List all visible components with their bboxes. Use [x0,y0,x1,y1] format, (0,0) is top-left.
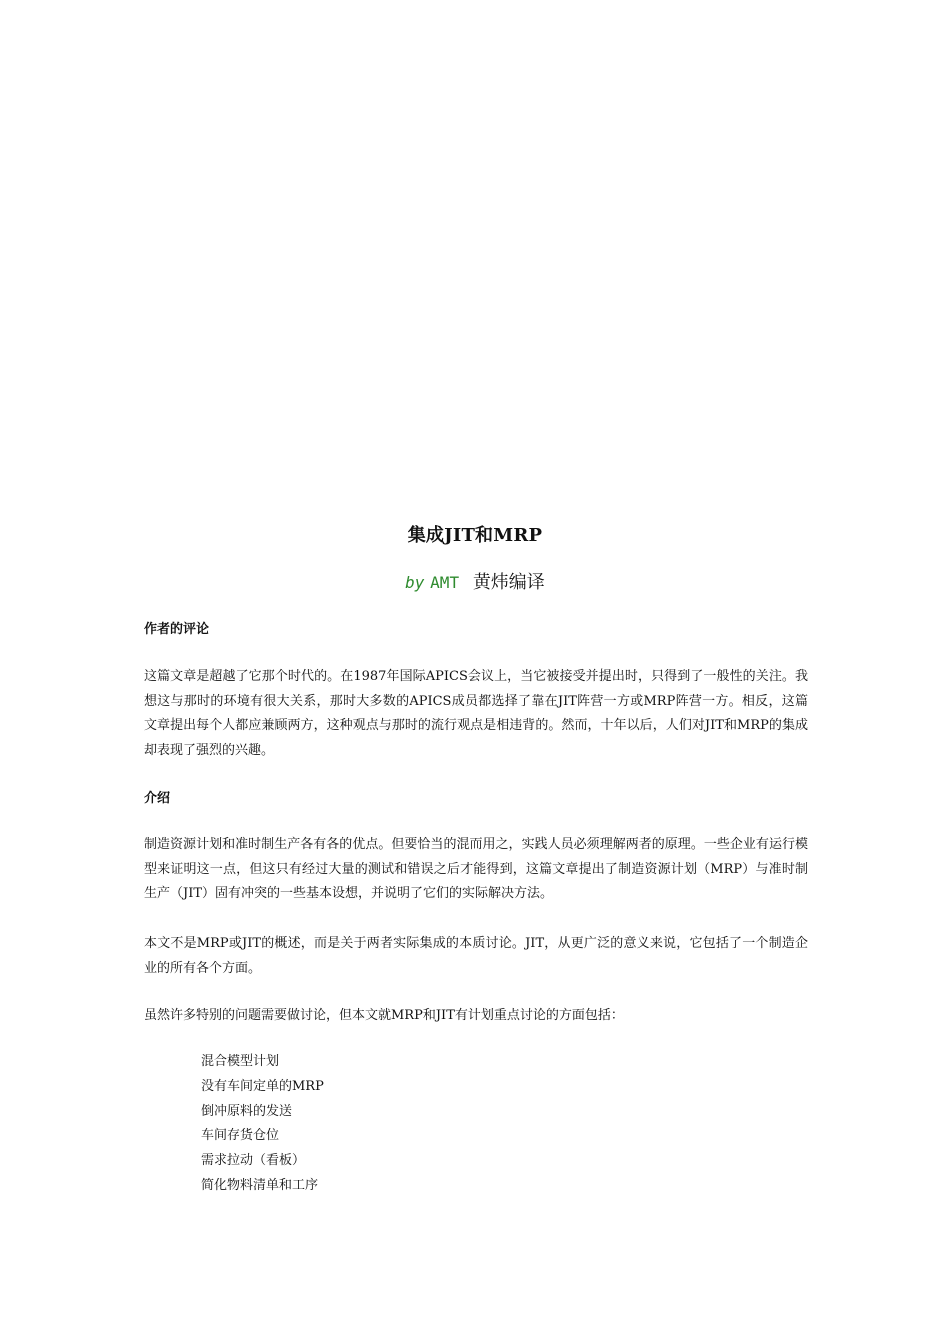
list-item: 没有车间定单的MRP [201,1078,324,1094]
byline-org: AMT [430,573,460,592]
byline [0,570,950,596]
byline-translator: 黄炜编译 [472,572,545,593]
list-item: 混合模型计划 [201,1054,280,1069]
list-item: 需求拉动（看板） [201,1153,306,1169]
list-item: 简化物料清单和工序 [201,1177,319,1193]
paragraph-introduction-1: 制造资源计划和准时制生产各有各的优点。但要恰当的混而用之，实践人员必须理解两者的原理。一些企业有运行模型来证明这一点，但这只有经过大量的测试和错误之后才能得到，这篇文章提出了制造资源计划（MRP）与准时制生产（JIT）固有冲突的一些基本设想，并说明了它们的实际解决方法。 [144,837,808,901]
topic-list [201,1050,324,1199]
paragraph-introduction-3: 虽然许多特别的问题需要做讨论，但本文就MRP和JIT有计划重点讨论的方面包括： [144,1008,624,1023]
list-item: 车间存货仓位 [201,1128,280,1144]
byline-by: by [405,573,425,592]
paragraph-introduction-2: 本文不是MRP或JIT的概述，而是关于两者实际集成的本质讨论。JIT，从更广泛的意义来说，它包括了一个制造企业的所有各个方面。 [144,936,808,976]
paragraph-author-comment: 这篇文章是超越了它那个时代的。在1987年国际APICS会议上，当它被接受并提出时，只得到了一般性的关注。我想这与那时的环境有很大关系，那时大多数的APICS成员都选择了靠在JIT阵营一方或MRP阵营一方。相反，这篇文章提出每个人都应兼顾两方，这种观点与那时的流行观点是相违背的。然而，十年以后，人们对JIT和MRP的集成却表现了强烈的兴趣。 [144,669,808,758]
section-heading-introduction: 介绍 [144,791,171,806]
document-title: 集成JIT和MRP [407,525,543,546]
section-heading-author-comment: 作者的评论 [144,622,210,637]
list-item: 倒冲原料的发送 [201,1103,293,1119]
